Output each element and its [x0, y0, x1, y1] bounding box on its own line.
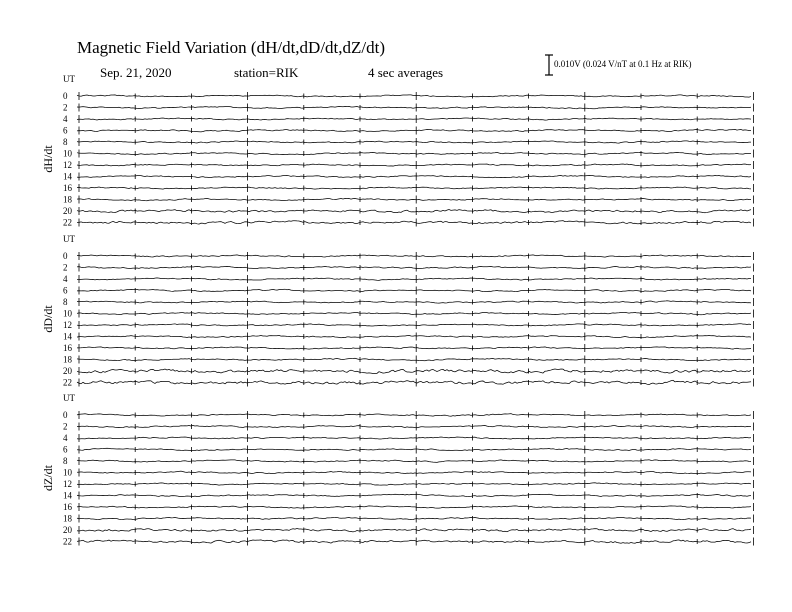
trace-label: 12 [63, 479, 72, 489]
trace-line [77, 141, 751, 143]
trace-line [77, 369, 751, 374]
trace-line [77, 425, 751, 427]
trace-label: 6 [63, 444, 68, 455]
trace-line [77, 164, 751, 166]
scale-label: 0.010V (0.024 V/nT at 0.1 Hz at RIK) [554, 59, 692, 69]
panel-3 [41, 393, 753, 547]
trace-label: 10 [63, 308, 72, 319]
trace-label: 18 [63, 194, 72, 205]
trace-line [77, 95, 751, 97]
trace-line [77, 152, 751, 154]
trace-label: 14 [63, 490, 72, 501]
trace-label: 18 [63, 513, 72, 524]
trace-label: 14 [63, 331, 72, 342]
chart-title: Magnetic Field Variation (dH/dt,dD/dt,dZ/dt) [77, 38, 386, 57]
trace-line [77, 106, 751, 108]
trace-label: 10 [63, 148, 72, 159]
date-label: Sep. 21, 2020 [100, 65, 172, 80]
trace-line [77, 506, 751, 508]
trace-line [77, 278, 751, 280]
trace-line [77, 289, 751, 291]
trace-label: 16 [63, 502, 72, 512]
ut-label: UT [63, 393, 75, 403]
trace-line [77, 460, 751, 463]
trace-line [77, 335, 751, 337]
trace-label: 0 [63, 251, 68, 261]
trace-line [77, 301, 751, 303]
trace-label: 22 [63, 377, 72, 388]
panel-ylabel: dD/dt [41, 305, 55, 333]
ut-label: UT [63, 234, 75, 244]
panel-1 [41, 74, 753, 228]
ut-label: UT [63, 74, 75, 84]
trace-label: 4 [63, 274, 68, 284]
trace-line [77, 358, 751, 360]
trace-line [77, 118, 751, 120]
trace-line [77, 529, 751, 532]
trace-line [77, 437, 751, 439]
trace-label: 8 [63, 456, 68, 466]
trace-label: 2 [63, 262, 68, 273]
trace-line [77, 380, 751, 384]
trace-line [77, 471, 751, 474]
trace-line [77, 255, 751, 257]
trace-label: 4 [63, 433, 68, 443]
trace-label: 22 [63, 217, 72, 228]
trace-label: 10 [63, 467, 72, 478]
trace-line [77, 448, 751, 450]
trace-line [77, 175, 751, 177]
trace-line [77, 129, 751, 131]
trace-label: 18 [63, 354, 72, 365]
trace-label: 12 [63, 160, 72, 170]
trace-label: 8 [63, 297, 68, 307]
trace-label: 20 [63, 525, 72, 535]
trace-label: 2 [63, 102, 68, 113]
trace-label: 16 [63, 183, 72, 193]
trace-line [77, 324, 751, 326]
trace-label: 4 [63, 114, 68, 124]
trace-label: 14 [63, 171, 72, 182]
trace-label: 16 [63, 343, 72, 353]
trace-line [77, 221, 751, 224]
averaging-label: 4 sec averages [368, 65, 444, 80]
trace-label: 22 [63, 536, 72, 547]
trace-line [77, 347, 751, 349]
trace-line [77, 266, 751, 268]
trace-label: 20 [63, 206, 72, 216]
trace-line [77, 414, 751, 417]
trace-label: 2 [63, 421, 68, 432]
trace-label: 12 [63, 320, 72, 330]
trace-line [77, 483, 751, 485]
panel-ylabel: dH/dt [41, 145, 55, 173]
trace-line [77, 517, 751, 519]
trace-line [77, 312, 751, 314]
trace-label: 6 [63, 125, 68, 136]
panel-2 [41, 234, 753, 388]
station-label: station=RIK [234, 65, 299, 80]
trace-line [77, 210, 751, 213]
scale-bar-icon [545, 55, 553, 75]
trace-line [77, 540, 751, 543]
trace-label: 6 [63, 285, 68, 296]
trace-line [77, 187, 751, 189]
trace-label: 20 [63, 366, 72, 376]
trace-line [77, 494, 751, 496]
panel-ylabel: dZ/dt [41, 465, 55, 491]
trace-line [77, 198, 751, 200]
trace-label: 0 [63, 410, 68, 420]
trace-label: 8 [63, 137, 68, 147]
trace-label: 0 [63, 91, 68, 101]
